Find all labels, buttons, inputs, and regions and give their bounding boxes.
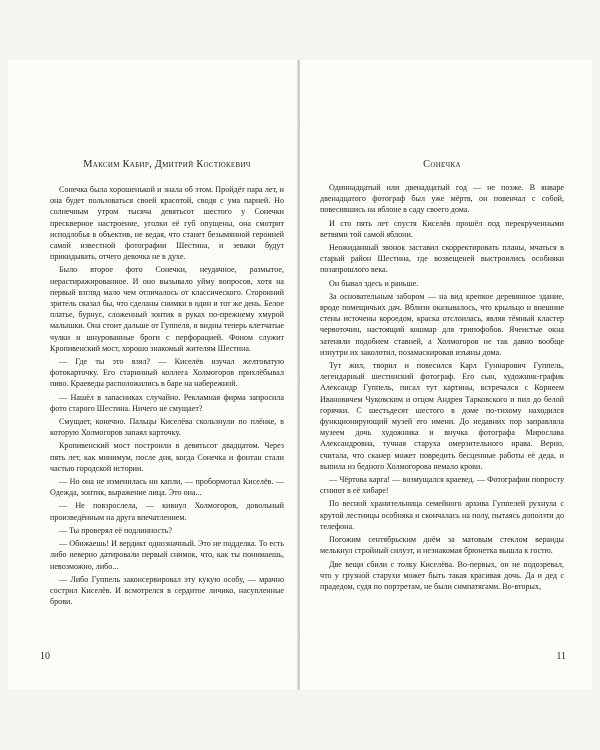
paragraph: — Но она не изменилась ни капли, — пробормотал Киселёв. — Одежда, зонтик, выражение лица. Это она... (50, 477, 284, 498)
paragraph: И сто пять лет спустя Киселёв прошёл под перекрученными ветвями той самой яблони. (320, 218, 564, 239)
left-running-header: Максим Кабир, Дмитрий Костюкевич (83, 159, 251, 170)
paragraph: Тут жил, творил и повесился Карл Гуннарович Гуппель, легендарный шестинский фотограф. Его сын, художник-график Александр Гуппель, писал тут картины, встречался с Корнеем Ивановичем Чуковским и отцом Андрея Тарковского и пил до белой горячки. С шестьдесят шестого в доме по-тихому находился функционирующий музей его имени. До недавних пор заправляла музеем дочь художника и внучка фотографа Мирослава Александровна, тучная старуха омерзительного нрава. Верно, считала, что сканер может повредить бесценные работы её деда, и выпила из бедного Холмогорова немало крови. (320, 361, 564, 471)
paragraph: Сонечка была хорошенькой и знала об этом. Пройдёт пара лет, и она будет пользоваться своей красотой, сводя с ума парней. Но солнечным утром тысяча девятьсот шестого у Сонечки прескверное настроение, уголки её губ опущены, она смотрит исподлобья в объектив, не ведая, что станет безымянной героиней самой известной фотографии Шестина, и зеваки будут прикидывать, отчего девочка не в духе. (50, 185, 284, 262)
right-page-body (320, 182, 564, 592)
paragraph: Он бывал здесь и раньше. (329, 278, 419, 288)
left-page (8, 60, 298, 690)
paragraph: Было второе фото Сонечки, неудачное, размытое, нерастиражированное. И оно вызывало уйму вопросов, хотя на первый взгляд мало чем отличалось от классического. Сторонний зритель сказал бы, что сделаны снимки в один и тот же день. Белое платье, бурнус, сложенный зонтик в руках по-прежнему хмурой малышки. Она стоит дальше от Гуппеля, и видны теперь клетчатые чулки и шнурованные броги с перфорацией. Фоном служит Кропивенский мост, хорошо знакомый жителям Шестина. (50, 265, 284, 353)
paragraph: — Не повзрослела, — кивнул Холмогоров, довольный произведённым на друга впечатлением. (50, 501, 284, 522)
right-page-number: 11 (556, 651, 566, 662)
paragraph: Смущает, конечно. Пальцы Киселёва скользнули по плёнке, в которую Холмогоров запаял карточку. (50, 417, 284, 438)
paragraph: Две вещи сбили с толку Киселёва. Во-первых, он не подозревал, что у грузной старухи может быть такая красивая дочь. Да и дед с прадедом, судя по портретам, не были симпатягами. Во-вторых, (320, 559, 564, 591)
paragraph: — Либо Гуппель законсервировал эту кукую особу, — мрачно сострил Киселёв. И всмотрелся в сердитое личико, насупленные брови. (50, 574, 284, 607)
paragraph: — Ты проверял её подлинность? (59, 525, 172, 535)
left-page-body (50, 184, 284, 607)
paragraph: — Чёртова карга! — возмущался краевед. — Фотографии попросту сгниют в её хибаре! (320, 475, 564, 496)
left-page-number: 10 (40, 651, 50, 662)
paragraph: Одиннадцатый или двенадцатый год — не позже. В январе двенадцатого фотограф был уже мёртв, он повенчал с собой, повесившись на яблоне в саду своего дома. (320, 183, 564, 215)
paragraph: — Нашёл в запасниках случайно. Рекламная фирма запросила фото старого Шестина. Ничего не смущает? (50, 392, 284, 413)
paragraph: За основательным забором — на вид крепкое деревянное здание, вроде помещичьих дач. Вблизи оказывалось, что крыльцо и внешние стены источены короедом, краска отслоилась, являя тёмный кластер червоточин, настоящий кошмар для трипофобов. Ячеистые окна затеняли подобием ставней, а Холмогоров не так давно вообще изнутри их заколотил, позамаскировав изъяны дома. (320, 291, 564, 357)
chapter-title: Сонечка (423, 159, 461, 170)
paragraph: Неожиданный звонок заставил скорректировать планы, мчаться в старый район Шестина, где возвещеней выстроились особняки позапрошлого века. (320, 243, 564, 275)
paragraph: По весной хранительница семейного архива Гуппелей рухнула с крутой лестницы особняка и скончалась на полу, пытаясь доползти до телефона. (320, 499, 564, 531)
paragraph: — Обижаешь! И вердикт однозначный. Это не подделка. То есть либо неверно датировали первый снимок, что, как ты понимаешь, невозможно, либо... (50, 539, 284, 571)
right-page (300, 60, 592, 690)
book-spread (8, 60, 592, 690)
paragraph: Кропивенский мост построили в девятьсот двадцатом. Через пять лет, как минимум, после дня, когда Сонечка и фонтан стали частью городской истории. (50, 441, 284, 473)
paragraph: — Где ты это взял? — Киселёв изучал желтоватую фотокарточку. Его старинный коллега Холмогоров прихлёбывал пиво. Краеведы расположились в баре на набережной. (50, 357, 284, 389)
paragraph: Погожим сентябрьским днём за матовым стеклом веранды мелькнул стройный силуэт, и незнакомая брюнетка вышла к гостю. (320, 535, 564, 556)
